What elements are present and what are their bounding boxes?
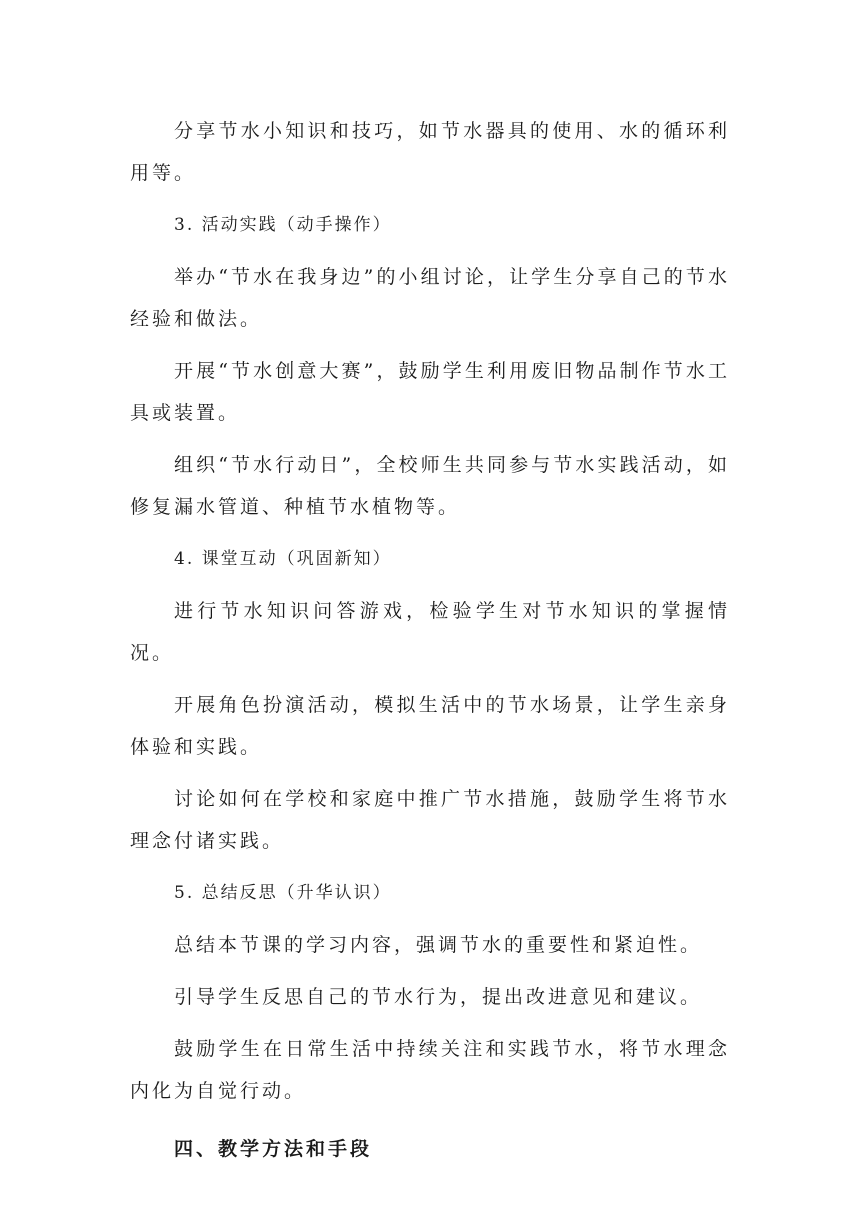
paragraph-daily-practice: 鼓励学生在日常生活中持续关注和实践节水，将节水理念内化为自觉行动。 — [130, 1038, 730, 1102]
paragraph-lesson-summary: 总结本节课的学习内容，强调节水的重要性和紧迫性。 — [174, 934, 703, 956]
paragraph-water-tips: 分享节水小知识和技巧，如节水器具的使用、水的循环利用等。 — [130, 120, 730, 184]
paragraph-quiz-game: 进行节水知识问答游戏，检验学生对节水知识的掌握情况。 — [130, 600, 730, 664]
item-summary-reflection: 5. 总结反思（升华认识） — [174, 883, 392, 903]
paragraph-action-day: 组织“节水行动日”，全校师生共同参与节水实践活动，如修复漏水管道、种植节水植物等。 — [130, 454, 730, 518]
item-activity-practice: 3. 活动实践（动手操作） — [174, 215, 392, 235]
item-classroom-interaction: 4. 课堂互动（巩固新知） — [174, 549, 392, 569]
paragraph-group-discussion: 举办“节水在我身边”的小组讨论，让学生分享自己的节水经验和做法。 — [130, 266, 730, 330]
paragraph-self-reflection: 引导学生反思自己的节水行为，提出改进意见和建议。 — [174, 986, 703, 1008]
paragraph-promote-discussion: 讨论如何在学校和家庭中推广节水措施，鼓励学生将节水理念付诸实践。 — [130, 788, 730, 852]
section-heading-teaching-methods: 四、教学方法和手段 — [174, 1138, 373, 1160]
paragraph-creative-contest: 开展“节水创意大赛”，鼓励学生利用废旧物品制作节水工具或装置。 — [130, 360, 730, 424]
paragraph-role-play: 开展角色扮演活动，模拟生活中的节水场景，让学生亲身体验和实践。 — [130, 694, 730, 758]
document-page — [130, 110, 730, 1170]
